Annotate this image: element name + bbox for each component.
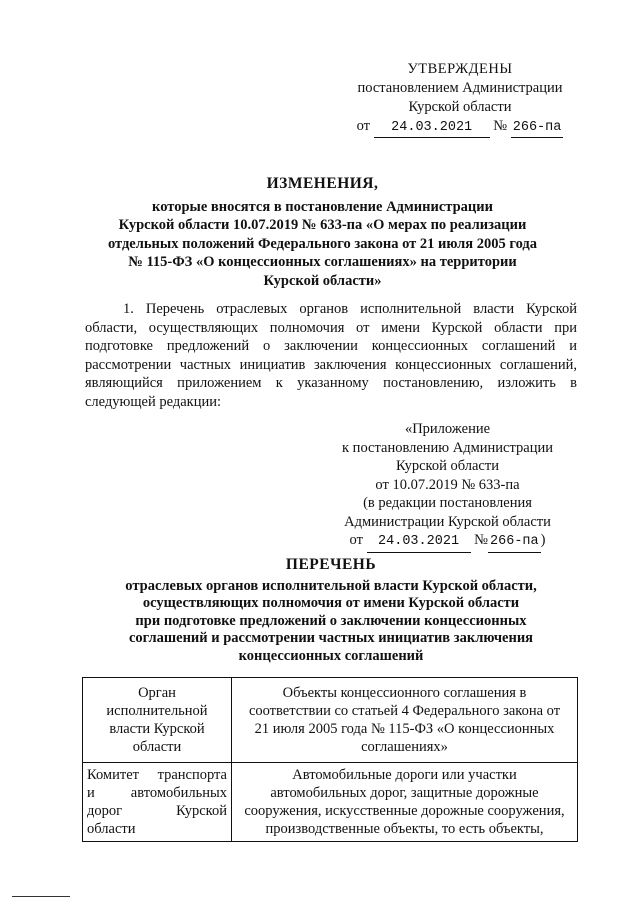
cell-line: Автомобильные дороги или участки: [292, 767, 517, 783]
appendix-date-line: [320, 531, 575, 553]
approval-heading: УТВЕРЖДЕНЫ: [407, 61, 513, 77]
cell-line: соглашениях»: [361, 739, 448, 755]
cell-line: Орган: [138, 685, 176, 701]
cell-line: исполнительной: [106, 703, 208, 719]
cell-line: Объекты концессионного соглашения в: [282, 685, 527, 701]
cell-objects: [232, 763, 578, 842]
cell-line: сооружения, искусственные дорожные сооружения,: [244, 803, 565, 819]
date-prefix: от: [356, 118, 371, 134]
list-title-line: концессионных соглашений: [238, 647, 424, 664]
approval-line: постановлением Администрации: [357, 80, 563, 96]
cell-line: Комитет транспорта: [87, 767, 227, 783]
list-title-line: при подготовке предложений о заключении концессионных: [135, 612, 527, 629]
changes-line: Курской области 10.07.2019 № 633-па «О мерах по реализации: [118, 217, 527, 233]
number-prefix: №: [474, 532, 489, 548]
appendix-line: (в редакции постановления: [363, 495, 532, 511]
changes-heading: ИЗМЕНЕНИЯ,: [266, 175, 379, 192]
closing-paren: ): [540, 532, 546, 548]
cell-line: 21 июля 2005 года № 115-ФЗ «О концессионных: [254, 721, 555, 737]
appendix-reference: [320, 420, 575, 553]
approval-date: 24.03.2021: [374, 118, 490, 138]
appendix-line: к постановлению Администрации: [342, 439, 553, 456]
cell-line: соответствии со статьей 4 Федерального закона от: [248, 703, 561, 719]
appendix-number: 266-па: [488, 533, 541, 553]
approval-stamp: [340, 60, 580, 138]
cell-line: и автомобильных: [87, 785, 227, 801]
footnote-divider: [12, 896, 70, 897]
appendix-line: Администрации Курской области: [344, 513, 551, 530]
appendix-line: «Приложение: [404, 421, 491, 437]
cell-authority: [83, 763, 232, 842]
cell-line: области: [87, 821, 136, 837]
list-title-line: соглашений и рассмотрении частных инициатив заключения: [128, 630, 534, 646]
table-row: [83, 763, 578, 842]
cell-line: области: [132, 739, 182, 755]
cell-line: автомобильных дорог, защитные дорожные: [270, 785, 539, 801]
changes-line: которые вносятся в постановление Администрации: [152, 198, 493, 215]
changes-line: № 115-ФЗ «О концессионных соглашениях» на территории: [128, 254, 517, 270]
appendix-line: Курской области: [396, 458, 499, 474]
list-title-line: отраслевых органов исполнительной власти Курской области,: [125, 577, 537, 594]
changes-title: [70, 175, 575, 290]
list-title-line: осуществляющих полномочия от имени Курской области: [142, 595, 520, 611]
changes-line: Курской области»: [263, 272, 382, 289]
cell-line: дорог Курской: [87, 803, 227, 819]
appendix-date: 24.03.2021: [367, 533, 471, 553]
cell-line: власти Курской: [109, 721, 205, 737]
table-header-row: [83, 678, 578, 763]
authorities-table: [82, 677, 578, 842]
approval-date-line: [340, 117, 580, 138]
paragraph-1: 1. Перечень отраслевых органов исполнительной власти Курской области, осуществляющих полномочия от имени Курской области при подготовке предложений о заключении концессионных соглашений и рассмотрении частных инициатив заключения концессионных соглашений, являющийся приложением к указанному постановлению, изложить в следующей редакции:: [85, 301, 577, 410]
cell-line: производственные объекты, то есть объекты,: [265, 821, 544, 837]
changes-line: отдельных положений Федерального закона от 21 июля 2005 года: [107, 235, 537, 252]
appendix-line: от 10.07.2019 № 633-па: [375, 476, 520, 493]
number-prefix: №: [493, 118, 508, 134]
list-heading: ПЕРЕЧЕНЬ: [285, 556, 377, 573]
list-title: [85, 556, 577, 665]
approval-number: 266-па: [511, 118, 564, 138]
date-prefix: от: [349, 532, 363, 548]
header-cell-objects: [232, 678, 578, 763]
approval-line: Курской области: [408, 99, 512, 115]
header-cell-authority: [83, 678, 232, 763]
